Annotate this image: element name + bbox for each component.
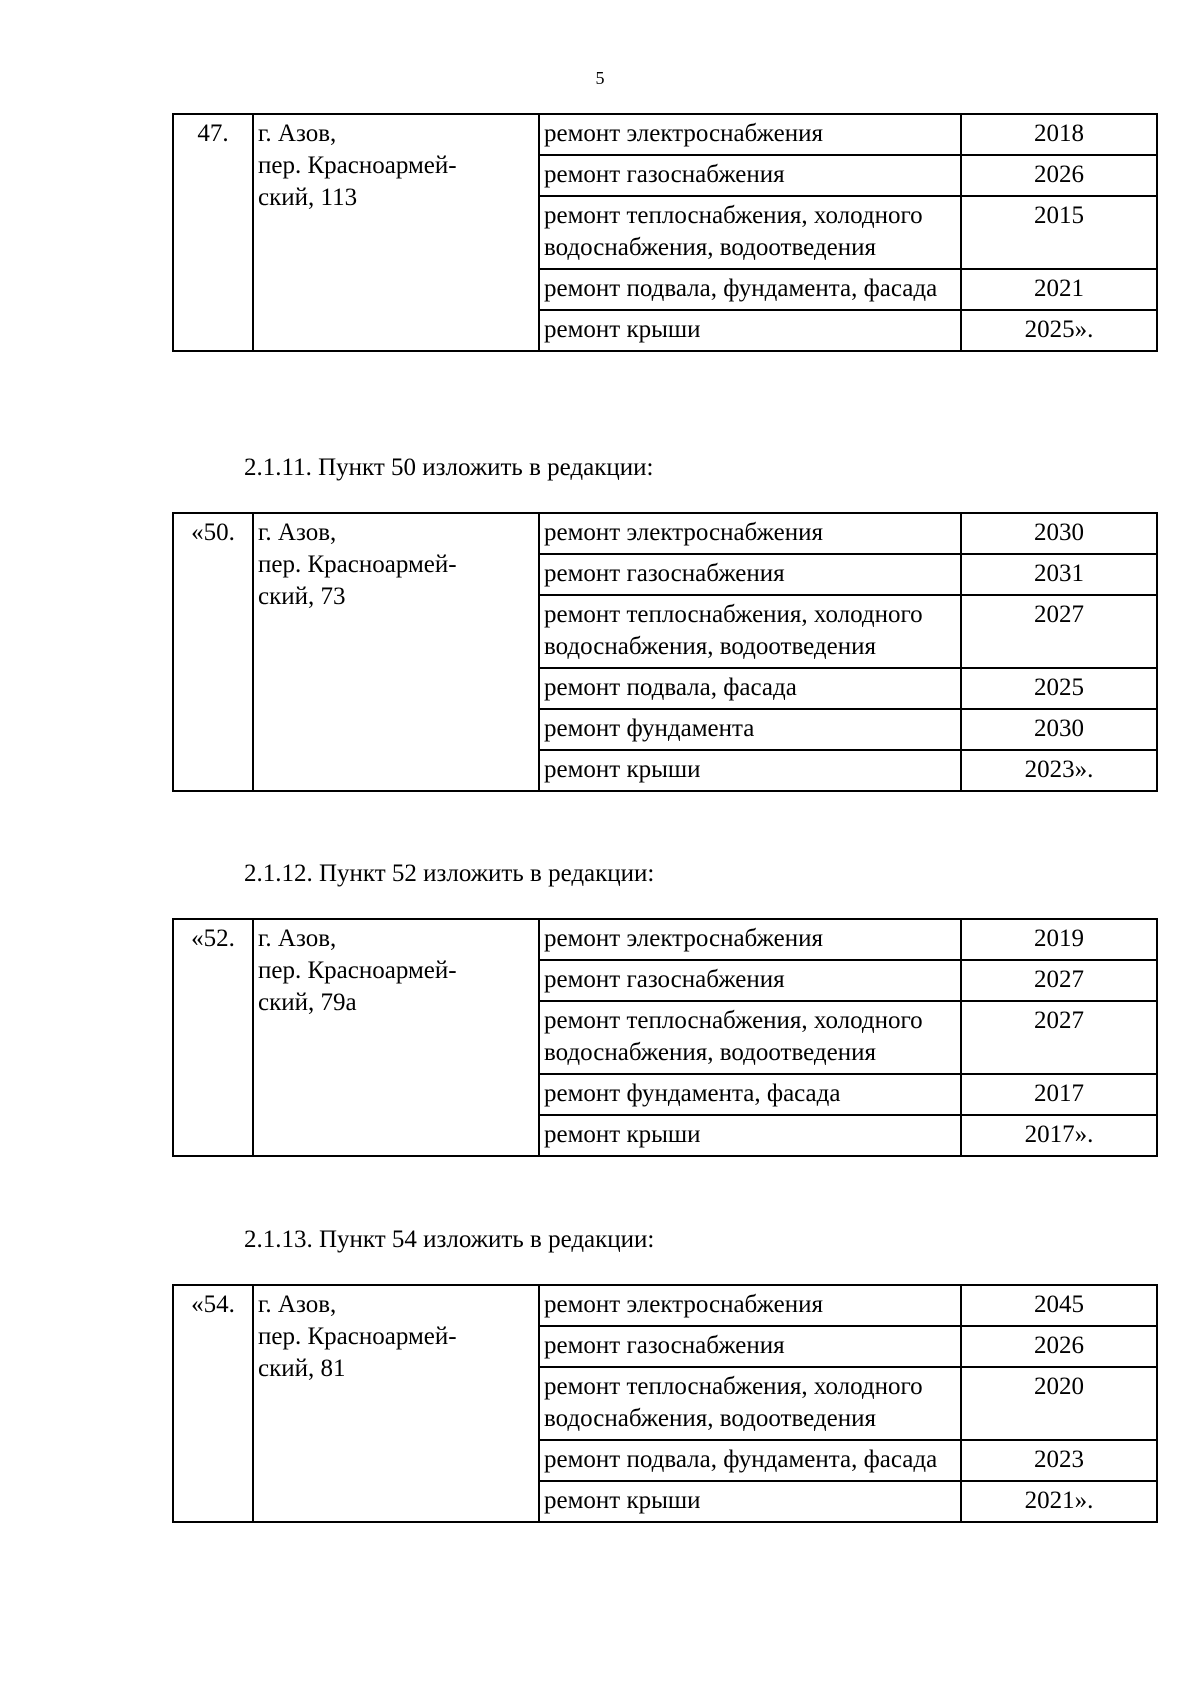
work-year: 2015 [961, 196, 1157, 269]
work-type: ремонт теплоснабжения, холодного водоснабжения, водоотведения [539, 1367, 961, 1440]
schedule-table-50 [172, 512, 1158, 792]
work-type: ремонт крыши [539, 1115, 961, 1156]
schedule-table-54 [172, 1284, 1158, 1523]
work-year: 2017». [961, 1115, 1157, 1156]
work-type: ремонт теплоснабжения, холодного водоснабжения, водоотведения [539, 595, 961, 668]
work-year: 2027 [961, 1001, 1157, 1074]
address-house: ский, 81 [258, 1355, 346, 1382]
address-cell [253, 513, 539, 791]
address-cell [253, 1285, 539, 1522]
work-year: 2018 [961, 114, 1157, 155]
work-type: ремонт подвала, фундамента, фасада [539, 1440, 961, 1481]
work-year: 2025 [961, 668, 1157, 709]
work-type: ремонт газоснабжения [539, 554, 961, 595]
address-city: г. Азов, [258, 925, 337, 952]
address-street: пер. Красноармей- [258, 551, 457, 578]
address-city: г. Азов, [258, 120, 337, 147]
work-type: ремонт электроснабжения [539, 114, 961, 155]
item-number: «54. [173, 1285, 253, 1522]
work-year: 2026 [961, 1326, 1157, 1367]
work-type: ремонт газоснабжения [539, 1326, 961, 1367]
work-year: 2023 [961, 1440, 1157, 1481]
item-number: «52. [173, 919, 253, 1156]
work-type: ремонт газоснабжения [539, 960, 961, 1001]
work-year: 2020 [961, 1367, 1157, 1440]
address-house: ский, 113 [258, 184, 358, 211]
table-row [173, 513, 1157, 554]
address-city: г. Азов, [258, 1291, 337, 1318]
work-type: ремонт крыши [539, 310, 961, 351]
address-street: пер. Красноармей- [258, 1323, 457, 1350]
work-type: ремонт электроснабжения [539, 513, 961, 554]
schedule-table-47 [172, 113, 1158, 352]
address-house: ский, 73 [258, 583, 346, 610]
work-year: 2027 [961, 960, 1157, 1001]
work-type: ремонт подвала, фасада [539, 668, 961, 709]
work-year: 2030 [961, 709, 1157, 750]
work-type: ремонт подвала, фундамента, фасада [539, 269, 961, 310]
item-number: 47. [173, 114, 253, 351]
work-year: 2031 [961, 554, 1157, 595]
work-year: 2021 [961, 269, 1157, 310]
table-row [173, 919, 1157, 960]
table-row [173, 114, 1157, 155]
schedule-table-52 [172, 918, 1158, 1157]
table-row [173, 1285, 1157, 1326]
work-type: ремонт фундамента [539, 709, 961, 750]
work-year: 2027 [961, 595, 1157, 668]
work-type: ремонт крыши [539, 1481, 961, 1522]
work-year: 2030 [961, 513, 1157, 554]
page-number: 5 [595, 68, 605, 88]
address-city: г. Азов, [258, 519, 337, 546]
address-cell [253, 114, 539, 351]
section-heading-2-1-11: 2.1.11. Пункт 50 изложить в редакции: [244, 454, 654, 481]
work-type: ремонт электроснабжения [539, 919, 961, 960]
work-type: ремонт крыши [539, 750, 961, 791]
work-type: ремонт теплоснабжения, холодного водоснабжения, водоотведения [539, 1001, 961, 1074]
work-year: 2023». [961, 750, 1157, 791]
work-type: ремонт теплоснабжения, холодного водоснабжения, водоотведения [539, 196, 961, 269]
item-number: «50. [173, 513, 253, 791]
work-year: 2045 [961, 1285, 1157, 1326]
work-type: ремонт фундамента, фасада [539, 1074, 961, 1115]
work-year: 2025». [961, 310, 1157, 351]
work-year: 2026 [961, 155, 1157, 196]
section-heading-2-1-12: 2.1.12. Пункт 52 изложить в редакции: [244, 860, 655, 887]
address-house: ский, 79а [258, 989, 357, 1016]
address-street: пер. Красноармей- [258, 152, 457, 179]
work-year: 2017 [961, 1074, 1157, 1115]
work-year: 2019 [961, 919, 1157, 960]
address-cell [253, 919, 539, 1156]
work-year: 2021». [961, 1481, 1157, 1522]
work-type: ремонт газоснабжения [539, 155, 961, 196]
section-heading-2-1-13: 2.1.13. Пункт 54 изложить в редакции: [244, 1226, 655, 1253]
work-type: ремонт электроснабжения [539, 1285, 961, 1326]
address-street: пер. Красноармей- [258, 957, 457, 984]
